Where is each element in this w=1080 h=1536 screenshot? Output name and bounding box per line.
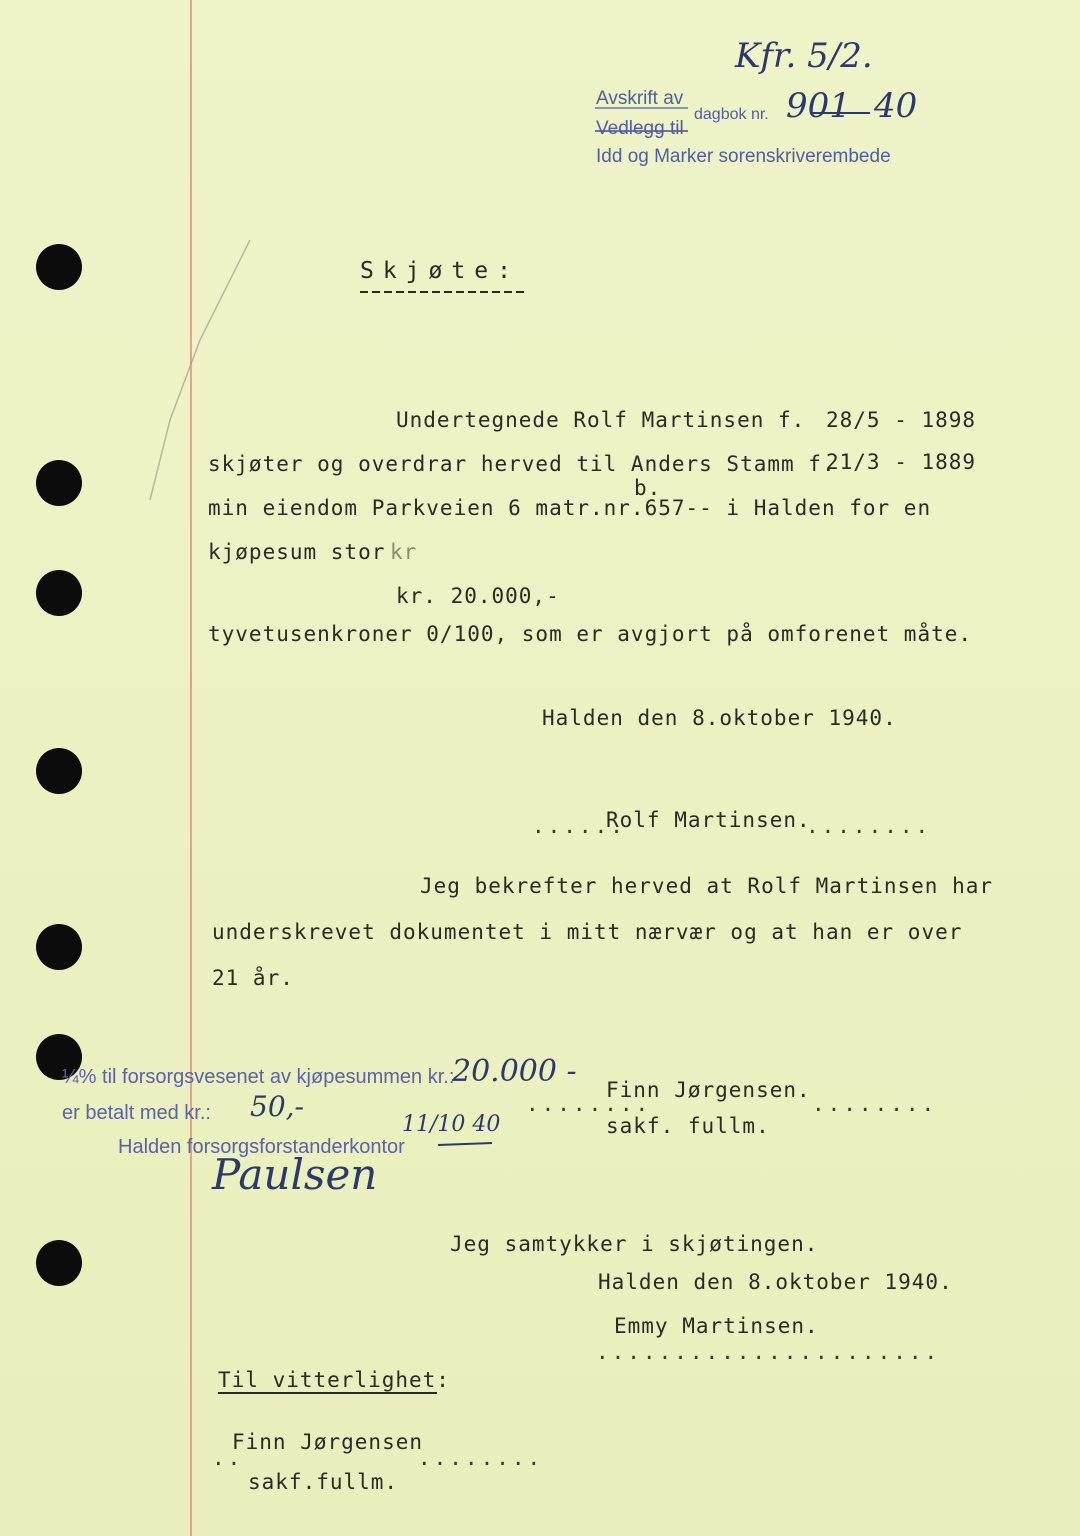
tax-stamp-line-3: Halden forsorgsforstanderkontor <box>118 1136 405 1158</box>
body-line-3: min eiendom Parkveien 6 matr.nr.657-- i Halden for en <box>208 496 932 520</box>
seller-signature: Rolf Martinsen. <box>606 808 811 832</box>
consent-place-date: Halden den 8.oktober 1940. <box>598 1270 953 1294</box>
body-line-3-insert: b. <box>634 476 662 500</box>
consent-statement: Jeg samtykker i skjøtingen. <box>450 1232 819 1256</box>
lawyer-title: sakf. fullm. <box>606 1114 770 1138</box>
spouse-signature-dots: ...................... <box>596 1340 941 1364</box>
seller-birthdate: 28/5 - 1898 <box>826 408 977 432</box>
tax-stamp-amount: 20.000 - <box>452 1054 577 1089</box>
purchase-amount: kr. 20.000,- <box>396 584 560 608</box>
confirmation-line-2: underskrevet dokumentet i mitt nærvær og at han er over <box>212 920 963 944</box>
tax-stamp-line-1: ¼% til forsorgsvesenet av kjøpesummen kr.: <box>62 1066 455 1088</box>
document-title: Skjøte: <box>360 258 520 284</box>
witness-dots-right: ........ <box>418 1446 544 1470</box>
handwritten-reference: Kfr. 5/2. <box>735 36 873 76</box>
witness-title: sakf.fullm. <box>248 1470 399 1494</box>
lawyer-signature: Finn Jørgensen. <box>606 1078 811 1102</box>
tax-stamp-line-2: er betalt med kr.: <box>62 1102 211 1124</box>
tax-stamp-paid: 50,- <box>250 1090 304 1123</box>
witness-signature: Finn Jørgensen <box>232 1430 424 1454</box>
spouse-signature: Emmy Martinsen. <box>614 1314 819 1338</box>
body-line-2: skjøter og overdrar herved til Anders Stamm f. <box>208 452 836 476</box>
confirmation-line-3: 21 år. <box>212 966 294 990</box>
lawyer-signature-dots-right: ........ <box>812 1092 938 1116</box>
diary-year: 40 <box>874 86 918 126</box>
body-line-1: Undertegnede Rolf Martinsen f. <box>396 408 806 432</box>
signature-dots-left: ...... <box>532 814 626 838</box>
stamp-line-3: Idd og Marker sorenskriverembede <box>596 146 891 167</box>
body-line-4-faint: kr <box>390 540 418 564</box>
signature-dots-right: ........ <box>806 814 932 838</box>
witness-dots-left: .. <box>212 1446 244 1470</box>
amount-in-words: tyvetusenkroner 0/100, som er avgjort på omforenet måte. <box>208 622 973 646</box>
stamp-line-1-prefix: Avskrift av <box>596 88 684 109</box>
witness-heading: Til vitterlighet: <box>218 1368 450 1392</box>
confirmation-line-1: Jeg bekrefter herved at Rolf Martinsen har <box>420 874 994 898</box>
lawyer-signature-dots: ........ <box>526 1092 652 1116</box>
place-date-1: Halden den 8.oktober 1940. <box>542 706 897 730</box>
tax-stamp-signature: Paulsen <box>212 1150 378 1199</box>
stamp-line-2-struck: Vedlegg til <box>596 118 684 139</box>
stamp-line-1-text: dagbok nr. <box>694 106 769 123</box>
tax-stamp-date: 11/10 40 <box>402 1112 501 1137</box>
buyer-birthdate: 21/3 - 1889 <box>826 450 977 474</box>
diary-number: 901 <box>786 86 851 126</box>
body-line-4: kjøpesum stor <box>208 540 386 564</box>
